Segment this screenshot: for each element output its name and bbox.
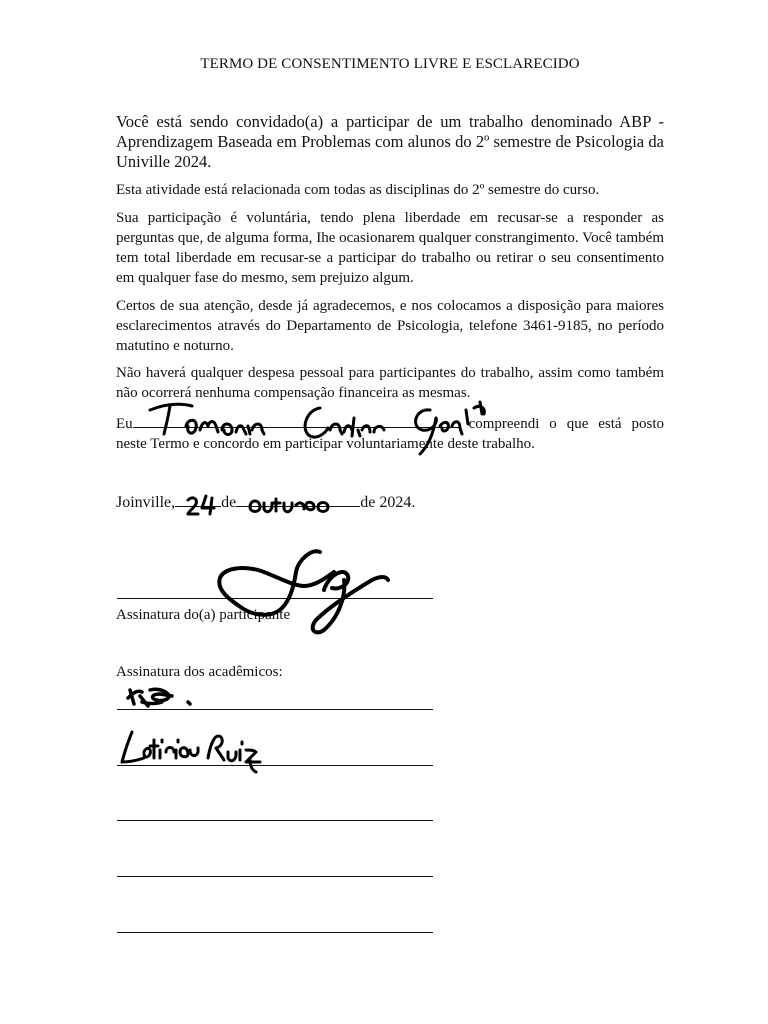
intro-paragraph: Você está sendo convidado(a) a participar de um trabalho denominado ABP - Aprendizagem Baseada em Problemas com alunos do 2º semestre de Psicologia da Univille 2024. — [116, 112, 664, 171]
date-line — [116, 492, 415, 514]
consent-prefix: Eu — [116, 416, 133, 432]
de-label-1: de — [221, 494, 237, 511]
thanks-paragraph: Certos de sua atenção, desde já agradecemos, e nos colocamos a disposição para maiores esclarecimentos através do Departamento de Psicologia, telefone 3461-9185, no período matutino e noturno. — [116, 298, 664, 354]
participant-signature-line[interactable] — [117, 598, 433, 599]
costs-paragraph: Não haverá qualquer despesa pessoal para participantes do trabalho, assim como também não ocorrerá nenhuma compensação financeira as mesmas. — [116, 365, 664, 401]
year-label: de 2024. — [360, 494, 416, 511]
page-title: TERMO DE CONSENTIMENTO LIVRE E ESCLARECIDO — [200, 56, 580, 72]
academics-label: Assinatura dos acadêmicos: — [116, 664, 283, 680]
academic-signature-line-5[interactable] — [117, 932, 433, 933]
day-field[interactable] — [175, 492, 221, 507]
academic-signature-1 — [124, 684, 200, 710]
activity-paragraph: Esta atividade está relacionada com todas as disciplinas do 2º semestre do curso. — [116, 182, 600, 198]
academic-signature-line-2[interactable] — [117, 765, 433, 766]
academic-signature-line-3[interactable] — [117, 820, 433, 821]
academic-signature-2 — [120, 728, 280, 778]
participant-signature-label: Assinatura do(a) participante — [116, 607, 291, 623]
academic-signature-line-1[interactable] — [117, 709, 433, 710]
participation-paragraph: Sua participação é voluntária, tendo plena liberdade em recusar-se a responder as perguntas que, de alguma forma, Ihe ocasionarem qualquer constrangimento. Você também tem total liberdade em recusar-se a participar do trabalho ou retirar o seu consentimento em qualquer fase do mesmo, sem prejuizo algum. — [116, 210, 664, 286]
academic-signature-line-4[interactable] — [117, 876, 433, 877]
consent-paragraph — [116, 413, 664, 454]
city-label: Joinville, — [116, 494, 176, 511]
participant-name-field[interactable] — [133, 413, 459, 428]
month-field[interactable] — [236, 492, 360, 507]
consent-suffix: compreendi o que está posto neste Termo e concordo em participar voluntariamente deste trabalho. — [116, 416, 664, 452]
